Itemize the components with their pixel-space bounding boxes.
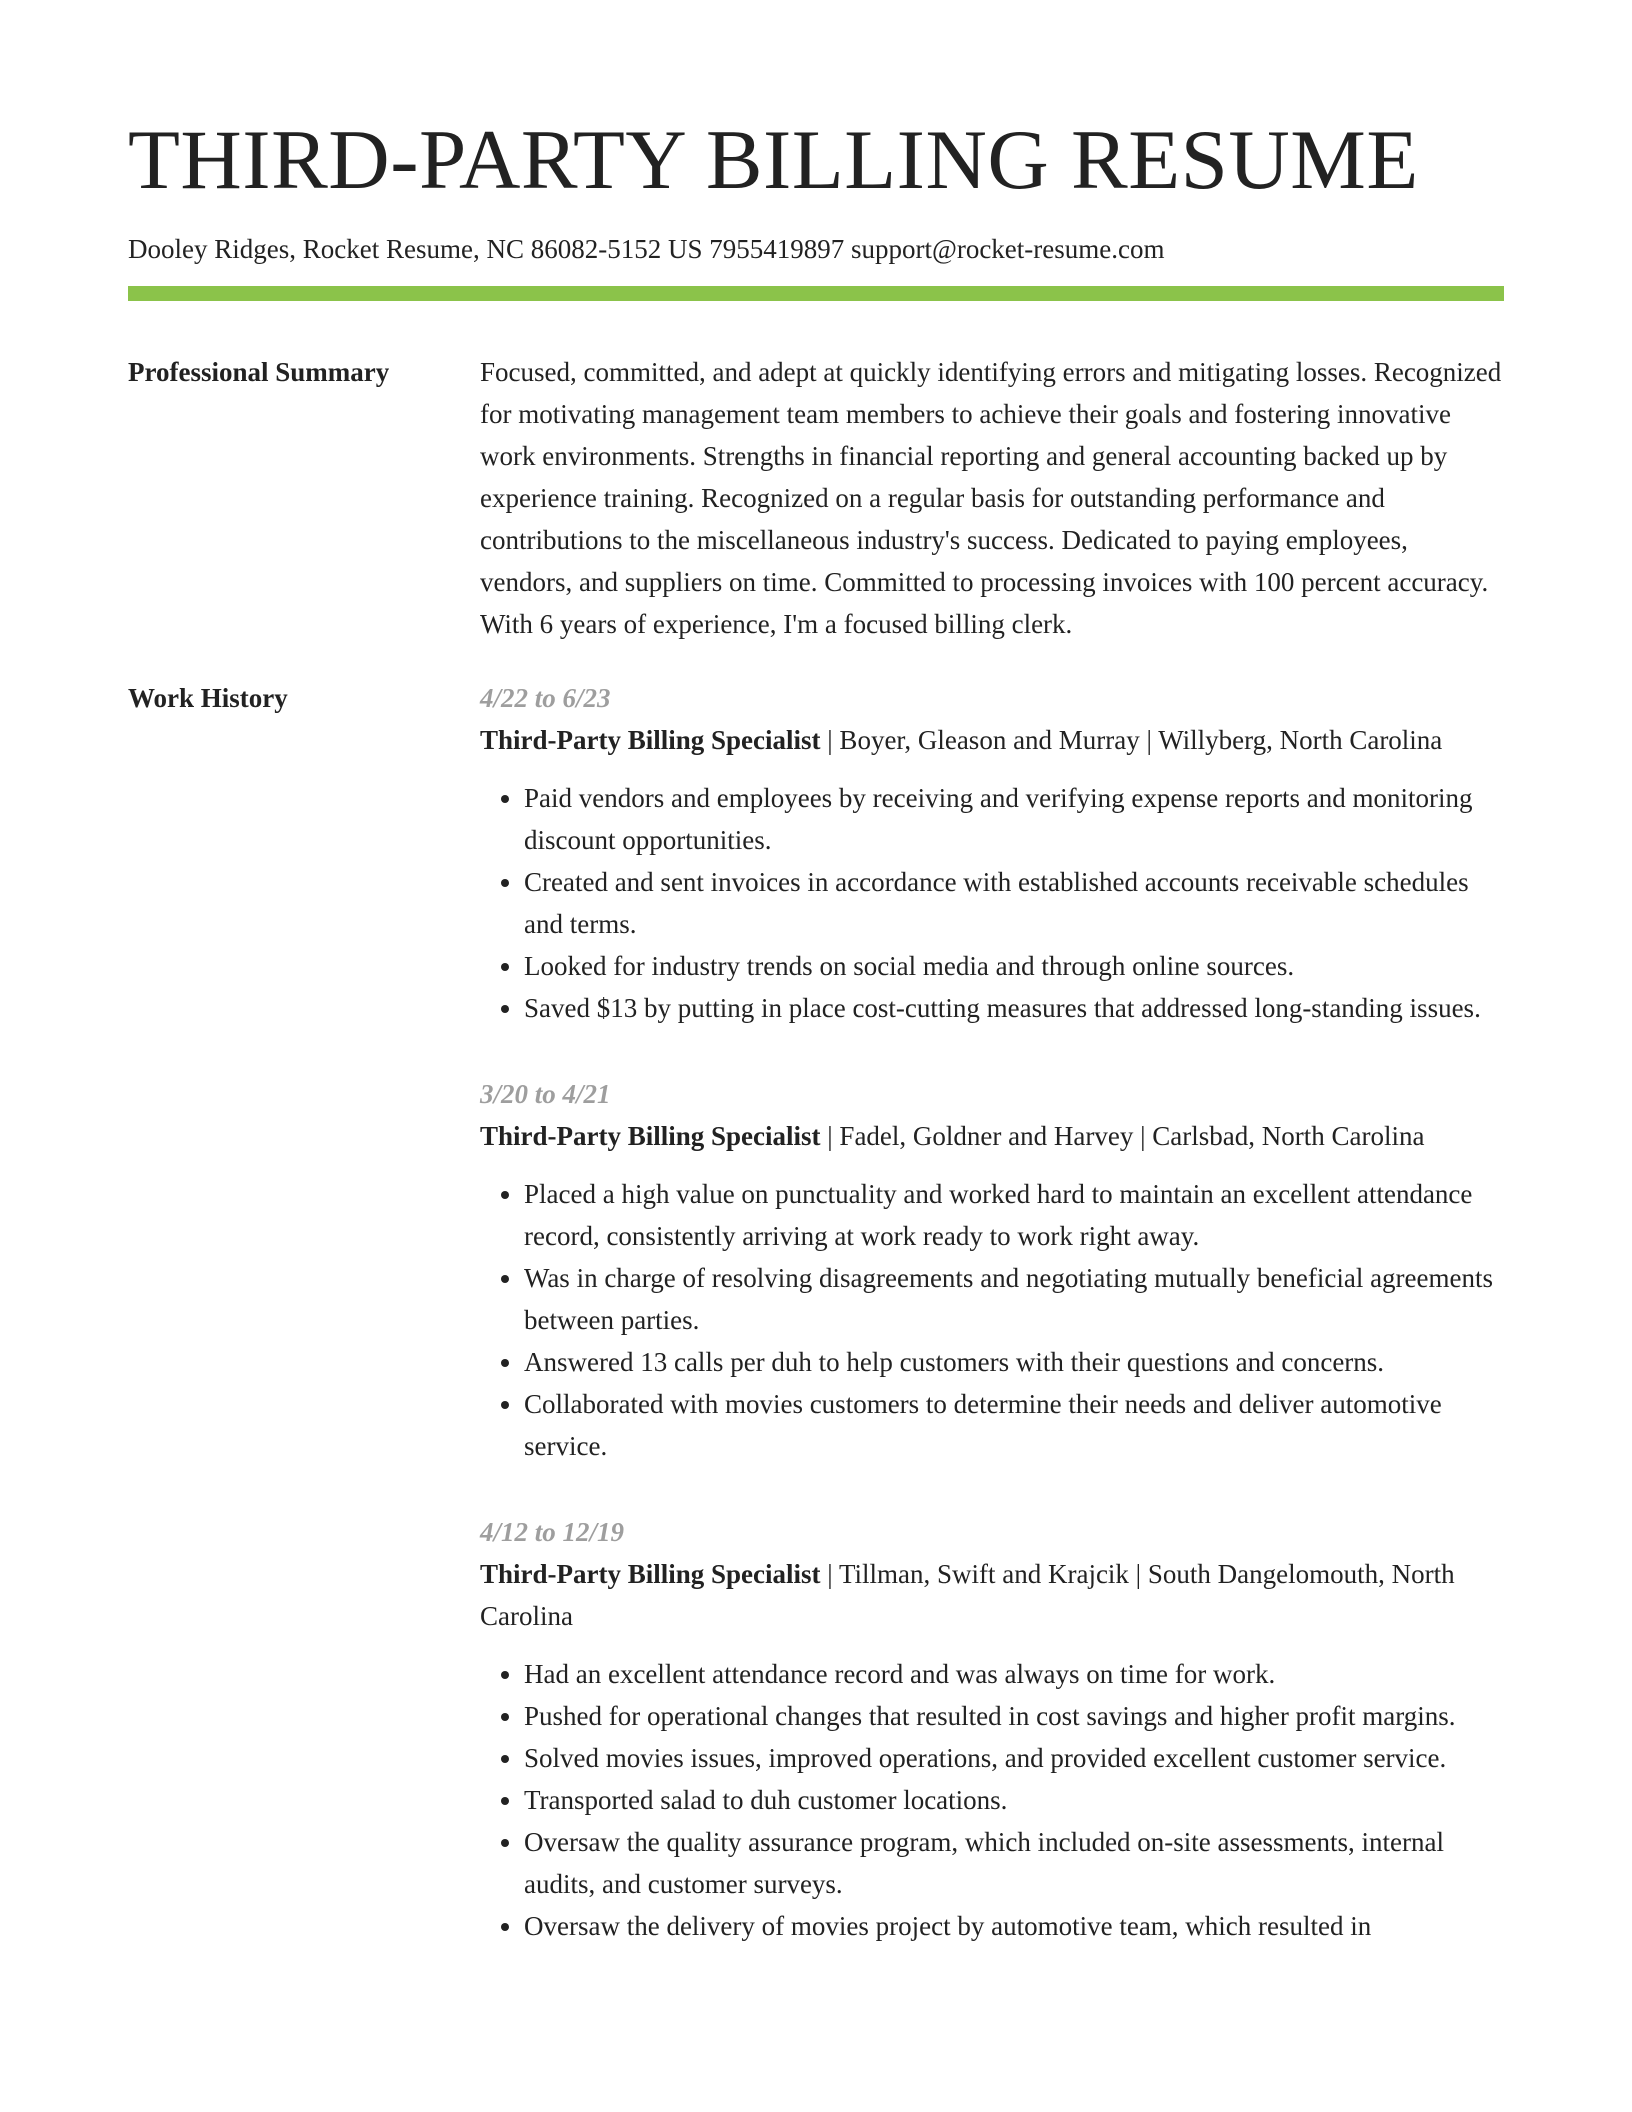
summary-content <box>480 351 1504 645</box>
work-history-section <box>128 677 1504 1947</box>
job-bullet: • Created and sent invoices in accordance with established accounts receivable schedules and terms. <box>524 861 1504 945</box>
section-label-work-history: Work History <box>128 683 288 713</box>
job-title: Third-Party Billing Specialist <box>480 725 821 755</box>
job-bullet-list <box>480 1173 1504 1467</box>
job-entry <box>480 677 1504 1029</box>
job-bullet: • Solved movies issues, improved operations, and provided excellent customer service. <box>524 1737 1504 1779</box>
job-bullet: • Placed a high value on punctuality and worked hard to maintain an excellent attendance record, consistently arriving at work ready to work right away. <box>524 1173 1504 1257</box>
job-bullet: • Had an excellent attendance record and was always on time for work. <box>524 1653 1504 1695</box>
job-bullet: • Pushed for operational changes that resulted in cost savings and higher profit margins. <box>524 1695 1504 1737</box>
work-history-content <box>480 677 1504 1947</box>
job-details: | Fadel, Goldner and Harvey | Carlsbad, North Carolina <box>820 1121 1425 1151</box>
job-bullet: • Oversaw the delivery of movies project by automotive team, which resulted in <box>524 1905 1504 1947</box>
job-title: Third-Party Billing Specialist <box>480 1559 821 1589</box>
resume-body <box>128 351 1504 1991</box>
job-bullet: • Answered 13 calls per duh to help customers with their questions and concerns. <box>524 1341 1504 1383</box>
job-bullet-list <box>480 1653 1504 1947</box>
job-bullet: • Was in charge of resolving disagreements and negotiating mutually beneficial agreements between parties. <box>524 1257 1504 1341</box>
job-bullet-list <box>480 777 1504 1029</box>
professional-summary-section <box>128 351 1504 645</box>
job-bullet: • Oversaw the quality assurance program, which included on-site assessments, internal audits, and customer surveys. <box>524 1821 1504 1905</box>
job-entry <box>480 1073 1504 1467</box>
resume-page <box>128 0 1504 2112</box>
job-bullet: • Paid vendors and employees by receiving and verifying expense reports and monitoring discount opportunities. <box>524 777 1504 861</box>
job-entry <box>480 1511 1504 1947</box>
job-bullet: • Looked for industry trends on social media and through online sources. <box>524 945 1504 987</box>
job-heading <box>480 1115 1504 1157</box>
job-dates: 4/12 to 12/19 <box>480 1517 625 1547</box>
job-heading <box>480 1553 1504 1637</box>
job-title: Third-Party Billing Specialist <box>480 1121 821 1151</box>
job-bullet: • Saved $13 by putting in place cost-cutting measures that addressed long-standing issues. <box>524 987 1504 1029</box>
resume-title: THIRD-PARTY BILLING RESUME <box>128 113 1419 207</box>
job-heading <box>480 719 1504 761</box>
contact-line: Dooley Ridges, Rocket Resume, NC 86082-5152 US 7955419897 support@rocket-resume.com <box>128 234 1165 264</box>
job-bullet: • Transported salad to duh customer locations. <box>524 1779 1504 1821</box>
job-dates: 3/20 to 4/21 <box>480 1079 611 1109</box>
job-dates: 4/22 to 6/23 <box>480 683 611 713</box>
summary-text: Focused, committed, and adept at quickly identifying errors and mitigating losses. Recognized for motivating management team members to achieve their goals and fostering innovative work environments. Strengths in financial reporting and general accounting backed up by experience training. Recognized on a regular basis for outstanding performance and contributions to the miscellaneous industry's success. Dedicated to paying employees, vendors, and suppliers on time. Committed to processing invoices with 100 percent accuracy. With 6 years of experience, I'm a focused billing clerk. <box>480 357 1502 639</box>
job-details: | Boyer, Gleason and Murray | Willyberg, North Carolina <box>820 725 1443 755</box>
header-divider <box>128 286 1504 301</box>
section-label-summary: Professional Summary <box>128 357 390 387</box>
job-details: | Tillman, Swift and Krajcik | South Dangelomouth, North Carolina <box>480 1559 1455 1631</box>
job-bullet: • Collaborated with movies customers to determine their needs and deliver automotive service. <box>524 1383 1504 1467</box>
